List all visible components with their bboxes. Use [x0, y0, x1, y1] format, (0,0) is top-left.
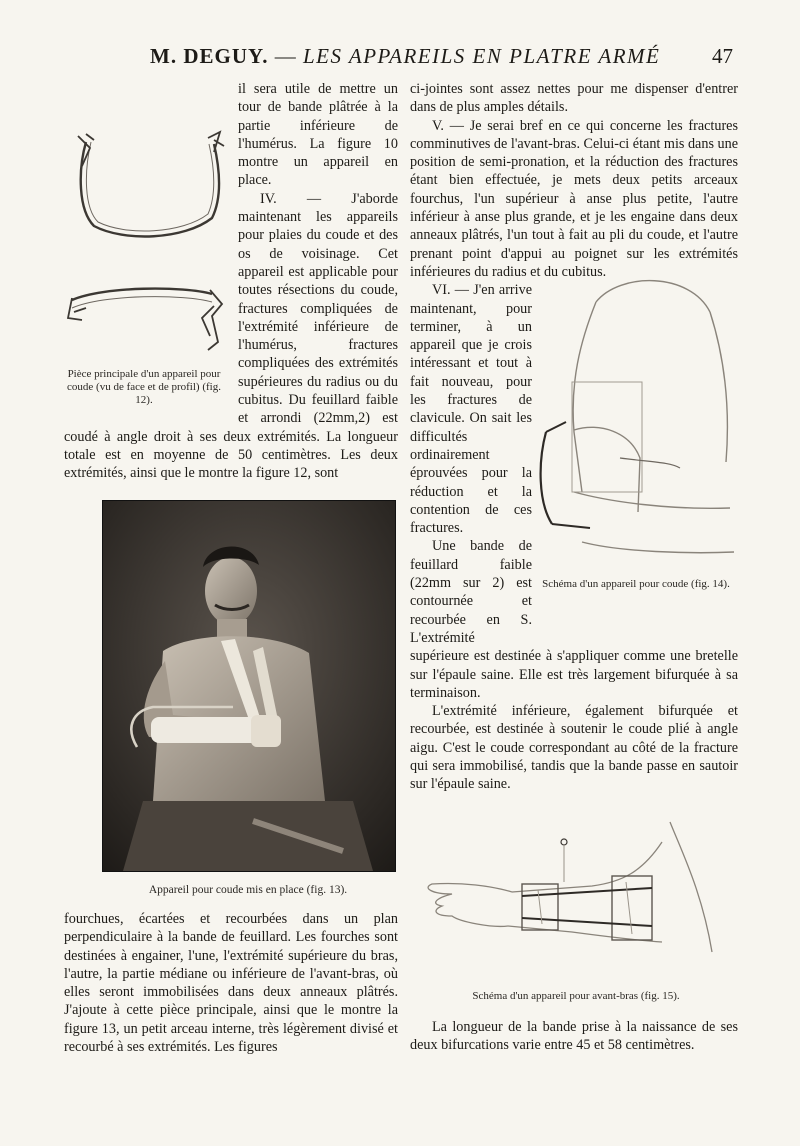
figure-14-drawing — [530, 262, 742, 562]
left-paragraph-1: il sera utile de mettre un tour de bande plâtrée à la partie inférieure de l'humérus. La figure 10 montre un appareil en place. — [238, 81, 398, 189]
right-paragraph-4: Une bande de feuillard faible (22mm sur 2) est contournée et recourbée en S. L'extrémité supérieure est destinée à s'appliquer comme une bretelle sur l'épaule saine. Elle est très largement bifurquée à sa terminaison. — [410, 538, 738, 701]
right-paragraph-6: La longueur de la bande prise à la naissance de ses deux bifurcations varie entre 45 et 58 centimètres. — [410, 1019, 738, 1054]
figure-14-caption: Schéma d'un appareil pour coude (fig. 14). — [542, 578, 730, 590]
figure-15 — [412, 812, 740, 1008]
right-paragraph-2: V. — Je serai bref en ce qui concerne les fractures comminutives de l'avant-bras. Celui-ci étant mis dans une position de semi-pronation, et la réduction des fractures étant bien effectuée, je mets deux petits arceaux fourchus, l'un supérieur à anse plus petite, l'autre inférieur à anse plus grande, et je les engaine dans deux anneaux plâtrés, l'un tout à fait au pli du coude, et l'autre prenant point d'appui au poignet sur les extrémités inférieures du radius et du cubitus. — [410, 117, 738, 280]
figure-12 — [64, 80, 232, 420]
figure-15-caption: Schéma d'un appareil pour avant-bras (fig. 15). — [472, 990, 680, 1002]
right-paragraph-1: ci-jointes sont assez nettes pour me dispenser d'entrer dans de plus amples détails. — [410, 81, 738, 116]
header-dash: — — [274, 44, 297, 68]
running-header — [150, 44, 670, 69]
figure-13-caption: Appareil pour coude mis en place (fig. 13). — [148, 884, 348, 896]
right-column-bottom — [410, 1018, 738, 1055]
figure-13-drawing — [103, 501, 395, 871]
right-paragraph-3: VI. — J'en arrive maintenant, pour terminer, à un appareil que je crois intéressant et tout à fait nouveau, pour les fractures de clavicule. On sait les difficultés ordinairement éprouvées pour la réduction et la contention de ces fractures. — [410, 282, 532, 537]
header-author: M. DEGUY. — [150, 44, 269, 68]
figure-15-drawing — [412, 812, 740, 982]
right-paragraph-5: L'extrémité inférieure, également bifurquée et recourbée, est destinée à soutenir le coude plié à angle aigu. C'est le coude correspondant au côté de la fracture qui sera immobilisé, tandis que la bande passe en sautoir sur l'épaule saine. — [410, 703, 738, 793]
figure-12-caption: Pièce principale d'un appareil pour coude (vu de face et de profil) (fig. 12). — [67, 368, 221, 406]
left-paragraph-2: IV. — J'aborde maintenant les appareils pour plaies du coude et des os de voisinage. Cet appareil est applicable pour toutes résections du coude, fractures compliquées de l'extrémité inférieure de l'humérus, fractures compliquées des extrémités supérieures du radius ou du cubitus. Du feuillard faible et arrondi (22mm,2) est coudé à angle droit à ses deux extrémités. La longueur totale est en moyenne de 50 centimètres. Les deux extrémités, ainsi que le montre la figure 12, sont — [64, 190, 398, 482]
left-paragraph-3: fourchues, écartées et recourbées dans un plan perpendiculaire à la bande de feuillard. Les fourches sont destinées à engainer, l'une, l'extrémité supérieure du bras, l'autre, la partie médiane ou inférieure de l'avant-bras, où elles seront immobilisées dans deux anneaux plâtrés. J'ajoute à cette pièce principale, ainsi que le montre la figure 13, un petit arceau interne, très légèrement divisé et recourbé à ses extrémités. Les figures — [64, 911, 398, 1056]
left-column-top — [64, 80, 398, 483]
left-column-bottom — [64, 910, 398, 1056]
figure-12-drawing — [64, 80, 232, 380]
header-title: LES APPAREILS EN PLATRE ARMÉ — [302, 44, 661, 68]
figure-14 — [530, 262, 742, 600]
figure-13-photo — [102, 500, 396, 872]
page-number: 47 — [712, 44, 733, 68]
